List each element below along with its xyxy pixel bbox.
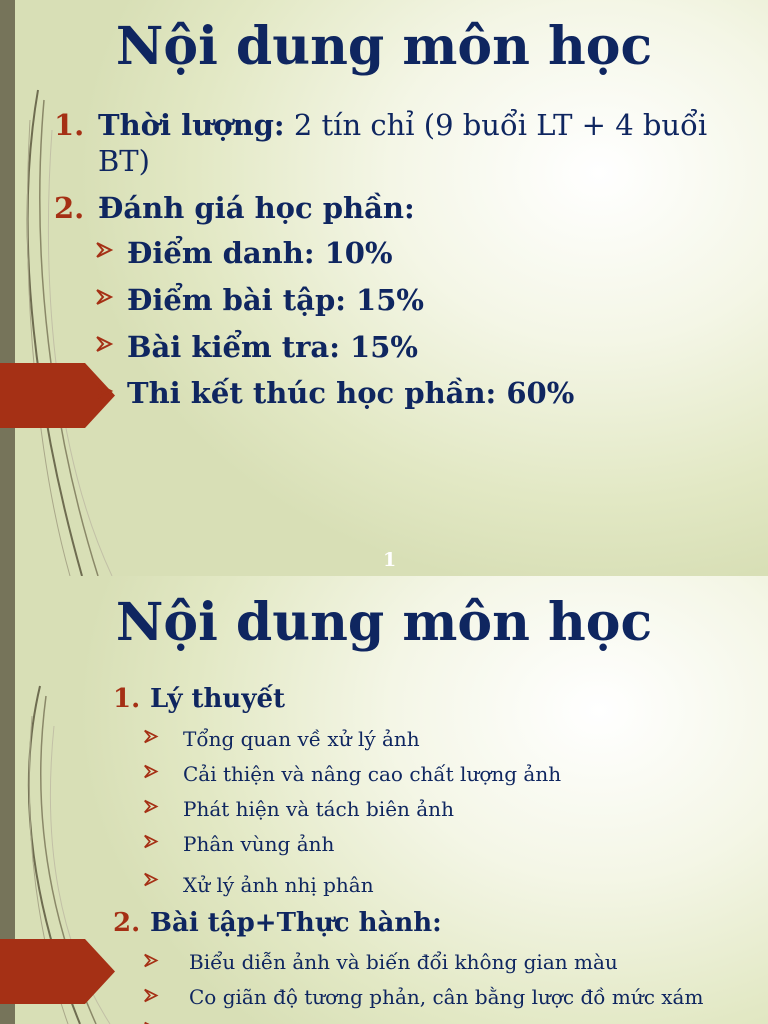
practice-heading: Bài tập+Thực hành: <box>150 908 442 938</box>
theory-item: Phân vùng ảnh <box>183 832 335 856</box>
arrow-bullet-icon <box>143 798 160 815</box>
assessment-label: Đánh giá học phần: <box>98 191 415 225</box>
slide-title: Nội dung môn học <box>115 16 653 77</box>
arrow-bullet-icon <box>143 728 160 745</box>
section-number: 2. <box>113 908 141 938</box>
arrow-bullet-icon <box>95 287 115 307</box>
duration-value: 2 tín chỉ (9 buổi LT + 4 buổi <box>293 108 708 142</box>
theory-item: Tổng quan về xử lý ảnh <box>183 727 420 751</box>
theory-item: Phát hiện và tách biên ảnh <box>183 797 454 821</box>
arrow-bullet-icon <box>143 987 160 1004</box>
duration-value-cont: BT) <box>98 144 150 178</box>
bullet-item: Thi kết thúc học phần: 60% <box>127 376 575 410</box>
bullet-item: Bài kiểm tra: 15% <box>127 330 418 364</box>
slide-title: Nội dung môn học <box>115 592 653 653</box>
arrow-bullet-icon <box>143 871 160 888</box>
practice-item: Biểu diễn ảnh và biến đổi không gian màu <box>189 950 618 974</box>
arrow-bullet-icon <box>95 381 115 401</box>
bullet-item: Điểm danh: 10% <box>127 236 393 270</box>
arrow-bullet-icon <box>95 334 115 354</box>
arrow-bullet-icon <box>143 763 160 780</box>
duration-line <box>98 108 707 142</box>
theory-item: Xử lý ảnh nhị phân <box>183 873 374 897</box>
arrow-bullet-icon <box>95 240 115 260</box>
item-number: 1. <box>54 108 85 142</box>
duration-label: Thời lượng: <box>98 108 285 142</box>
theory-heading: Lý thuyết <box>150 684 285 714</box>
slide-2 <box>0 576 768 1024</box>
swoosh-decoration <box>0 0 140 576</box>
arrow-bullet-icon <box>143 833 160 850</box>
practice-item: Co giãn độ tương phản, cân bằng lược đồ mức xám <box>189 985 704 1009</box>
bullet-item: Điểm bài tập: 15% <box>127 283 424 317</box>
arrow-bullet-icon <box>143 1020 160 1024</box>
page-number: 1 <box>383 549 397 571</box>
item-number: 2. <box>54 191 85 225</box>
section-number: 1. <box>113 684 141 714</box>
arrow-bullet-icon <box>143 952 160 969</box>
theory-item: Cải thiện và nâng cao chất lượng ảnh <box>183 762 562 786</box>
sidebar-bar <box>0 0 15 576</box>
